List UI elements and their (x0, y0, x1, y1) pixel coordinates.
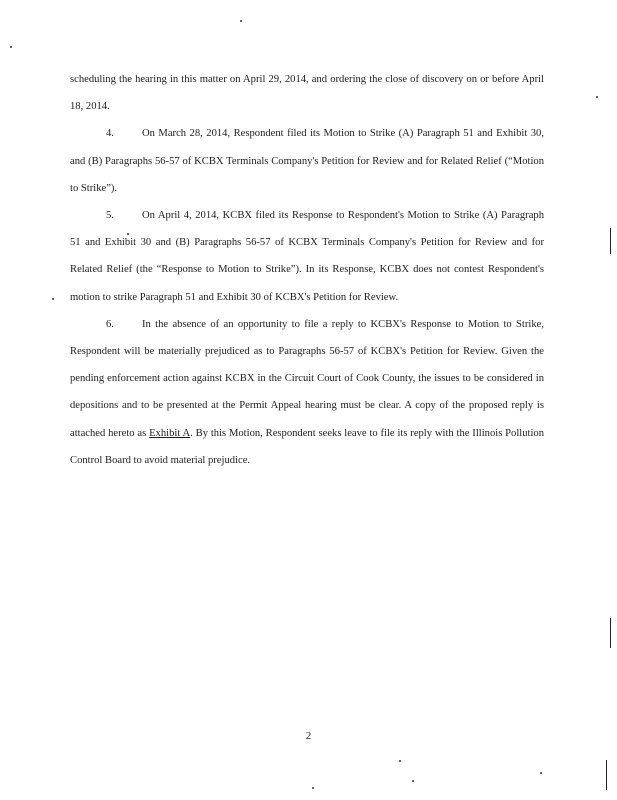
scan-speck (596, 96, 598, 98)
document-body (70, 66, 544, 474)
scan-speck (52, 298, 54, 300)
page-number: 2 (305, 731, 312, 742)
scan-speck (412, 780, 414, 782)
paragraph-continuation (70, 66, 544, 120)
paragraph-text: In the absence of an opportunity to file a reply to KCBX's Response to Motion to Strike, Respondent will be materially prejudiced as to Paragraphs 56-57 of KCBX's Petition for Review. Given the pending enforcement action against KCBX in the Circuit Court of Cook County, the issues to be considered in depositions and to be presented at the Permit Appeal hearing must be clear. A copy of the proposed reply is attached hereto as (70, 318, 544, 439)
scan-speck (540, 772, 542, 774)
scan-speck (240, 20, 242, 22)
paragraph-number: 5. (106, 210, 114, 222)
paragraph-number: 4. (106, 128, 114, 140)
scan-margin-line (610, 228, 611, 254)
paragraph-number: 6. (106, 318, 114, 330)
scan-speck (10, 46, 12, 48)
scan-margin-line (610, 618, 611, 648)
scan-speck (312, 787, 314, 789)
scan-speck (127, 233, 129, 235)
exhibit-reference: Exhibit A (149, 427, 191, 439)
paragraph-5 (70, 202, 544, 311)
paragraph-text: scheduling the hearing in this matter on April 29, 2014, and ordering the close of discovery on or before April 18, 2014. (70, 74, 544, 113)
paragraph-4 (70, 120, 544, 202)
scan-margin-line (606, 760, 607, 790)
paragraph-text-end: . By this Motion, Respondent seeks leave to file its reply with the Illinois Pollution Control Board to avoid material prejudice. (70, 427, 545, 466)
scan-speck (399, 760, 401, 762)
paragraph-text: On April 4, 2014, KCBX filed its Response to Respondent's Motion to Strike (A) Paragraph 51 and Exhibit 30 and (B) Paragraphs 56-57 of KCBX Terminals Company's Petition for Review and for Related Relief (the “Response to Motion to Strike”). In its Response, KCBX does not contest Respondent's motion to strike Paragraph 51 and Exhibit 30 of KCBX's Petition for Review. (70, 210, 544, 303)
paragraph-text: On March 28, 2014, Respondent filed its Motion to Strike (A) Paragraph 51 and Exhibit 30, and (B) Paragraphs 56-57 of KCBX Terminals Company's Petition for Review and for Related Relief (“Motion to Strike”). (70, 128, 544, 194)
paragraph-6 (70, 311, 544, 474)
